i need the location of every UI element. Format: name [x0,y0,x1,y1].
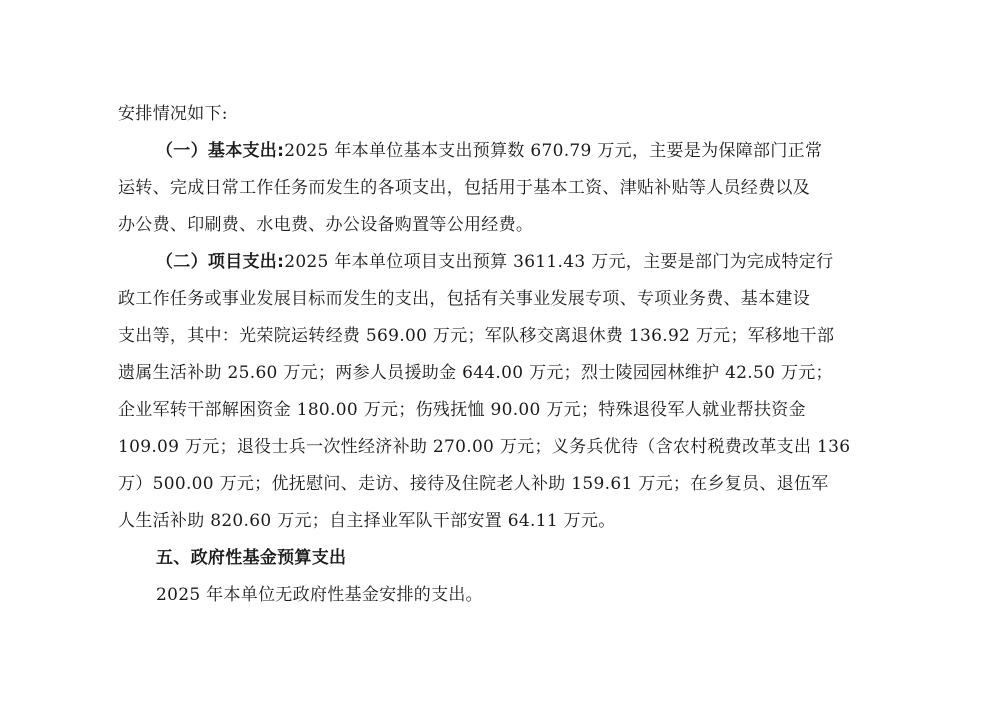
section1-text-line-3: 办公费、印刷费、水电费、办公设备购置等公用经费。 [118,215,534,235]
document-page [118,96,888,614]
section2-text-line-6: 109.09 万元；退役士兵一次性经济补助 270.00 万元；义务兵优待（含农村税费改革支出 136 [118,437,851,457]
section2-label: （二）项目支出: [156,252,285,272]
section1-text-line-2: 运转、完成日常工作任务而发生的各项支出，包括用于基本工资、津贴补贴等人员经费以及 [118,178,810,198]
section2-text-line-3: 支出等，其中：光荣院运转经费 569.00 万元；军队移交离退休费 136.92 万元；军移地干部 [118,326,835,346]
section2-text-line-5: 企业军转干部解困资金 180.00 万元；伤残抚恤 90.00 万元；特殊退役军人就业帮扶资金 [118,400,806,420]
intro-line: 安排情况如下: [118,104,228,124]
section2-text-line-8: 人生活补助 820.60 万元；自主择业军队干部安置 64.11 万元。 [118,511,616,531]
section1-label: （一）基本支出: [156,141,285,161]
section5-text: 2025 年本单位无政府性基金安排的支出。 [156,585,483,605]
section5-heading: 五、政府性基金预算支出 [156,548,347,568]
section1-text-line-1: 2025 年本单位基本支出预算数 670.79 万元，主要是为保障部门正常 [284,141,823,161]
section2-first-line [118,244,888,281]
section2-text-line-7: 万）500.00 万元；优抚慰问、走访、接待及住院老人补助 159.61 万元；在乡复员、退伍军 [118,474,829,494]
section2-text-line-1: 2025 年本单位项目支出预算 3611.43 万元，主要是部门为完成特定行 [284,252,834,272]
section1-first-line [118,133,888,170]
section2-text-line-2: 政工作任务或事业发展目标而发生的支出，包括有关事业发展专项、专项业务费、基本建设 [118,289,810,309]
section2-text-line-4: 遗属生活补助 25.60 万元；两参人员援助金 644.00 万元；烈士陵园园林维护 42.50 万元； [118,363,833,383]
